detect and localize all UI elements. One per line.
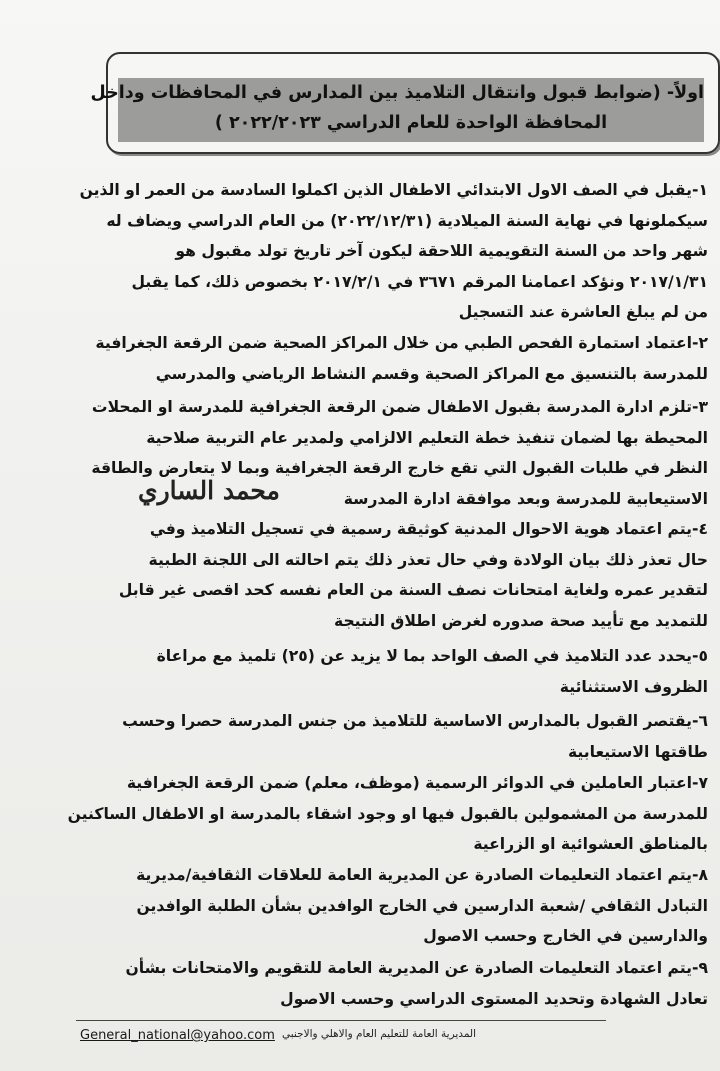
clause-7-line: للمدرسة من المشمولين بالقبول فيها او وجود اشقاء بالمدرسة او الاطفال الساكنين — [67, 804, 708, 823]
clause-4-line: للتمديد مع تأييد صحة صدوره لغرض اطلاق النتيجة — [333, 611, 708, 630]
title-line-2: المحافظة الواحدة للعام الدراسي ٢٠٢٢/٢٠٢٣ ) — [214, 113, 608, 133]
clause-6-line: ٦-يقتصر القبول بالمدارس الاساسية للتلاميذ من جنس المدرسة حصرا وحسب — [122, 712, 708, 730]
clause-4-line: حال تعذر ذلك بيان الولادة وفي حال تعذر ذلك يتم احالته الى اللجنة الطبية — [148, 550, 708, 569]
clause-3-line: ٣-تلزم ادارة المدرسة بقبول الاطفال ضمن الرقعة الجغرافية للمدرسة او المحلات — [91, 398, 708, 416]
clause-1-line: سيكملونها في نهاية السنة الميلادية (٢٠٢٢/١٢/٣١) من العام الدراسي ويضاف له — [106, 211, 708, 230]
footer-divider — [76, 1020, 606, 1021]
clause-7-line: بالمناطق العشوائية او الزراعية — [473, 835, 708, 853]
clause-1-line: ١-يقبل في الصف الاول الابتدائي الاطفال الذين اكملوا السادسة من العمر او الذين — [79, 181, 708, 199]
handwritten-name: محمد الساري — [138, 476, 280, 505]
clause-3-line: الاستيعابية للمدرسة وبعد موافقة ادارة المدرسة — [343, 489, 708, 508]
clause-9-line: تعادل الشهادة وتحديد المستوى الدراسي وحسب الاصول — [280, 989, 708, 1008]
clause-3 — [18, 392, 708, 514]
clause-2-line: للمدرسة بالتنسيق مع المراكز الصحية وقسم النشاط الرياضي والمدرسي — [155, 364, 708, 383]
clause-6 — [18, 706, 708, 767]
clause-1 — [18, 175, 708, 328]
clause-3-line: النظر في طلبات القبول التي تقع خارج الرقعة الجغرافية وبما لا يتعارض والطاقة — [91, 459, 708, 477]
clause-4-line: لتقدير عمره ولغاية امتحانات نصف السنة من العام نفسه كحد اقصى غير قابل — [118, 581, 708, 599]
clause-1-line: ٢٠١٧/١/٣١ ونؤكد اعمامنا المرقم ٣٦٧١ في ٢٠١٧/٢/١ بخصوص ذلك، كما يقبل — [131, 272, 708, 291]
clause-4 — [18, 514, 708, 636]
clause-6-line: طاقتها الاستيعابية — [567, 742, 708, 761]
clause-9 — [18, 953, 708, 1014]
clause-5-line: ٥-يحدد عدد التلاميذ في الصف الواحد بما لا يزيد عن (٢٥) تلميذ مع مراعاة — [156, 647, 708, 665]
title-frame — [90, 52, 720, 154]
title-banner — [90, 78, 704, 142]
clause-9-line: ٩-يتم اعتماد التعليمات الصادرة عن المديرية العامة للتقويم والامتحانات بشأن — [125, 959, 708, 977]
clause-7-line: ٧-اعتبار العاملين في الدوائر الرسمية (موظف، معلم) ضمن الرقعة الجغرافية — [126, 774, 708, 792]
clause-1-line: شهر واحد من السنة التقويمية اللاحقة ليكون آخر تاريخ تولد مقبول هو — [175, 242, 708, 260]
footer-organization: المديرية العامة للتعليم العام والاهلي والاجنبي — [282, 1028, 477, 1040]
clause-4-line: ٤-يتم اعتماد هوية الاحوال المدنية كوثيقة رسمية في تسجيل التلاميذ وفي — [149, 520, 708, 538]
clause-1-line: من لم يبلغ العاشرة عند التسجيل — [458, 303, 708, 321]
clause-2-line: ٢-اعتماد استمارة الفحص الطبي من خلال المراكز الصحية ضمن الرقعة الجغرافية — [95, 334, 708, 352]
footer-email-link[interactable]: General_national@yahoo.com — [80, 1028, 275, 1043]
clause-5-line: الظروف الاستثنائية — [559, 677, 708, 696]
clause-7 — [18, 768, 708, 860]
clause-8-line: التبادل الثقافي /شعبة الدارسين في الخارج الوافدين بشأن الطلبة الوافدين — [136, 896, 708, 915]
clause-2 — [18, 328, 708, 389]
clause-8-line: ٨-يتم اعتماد التعليمات الصادرة عن المديرية العامة للعلاقات الثقافية/مديرية — [136, 866, 708, 884]
clause-5 — [18, 641, 708, 702]
clause-3-line: المحيطة بها لضمان تنفيذ خطة التعليم الالزامي ولمدير عام التربية صلاحية — [146, 428, 708, 447]
clause-8 — [18, 860, 708, 952]
clause-8-line: والدارسين في الخارج وحسب الاصول — [423, 927, 708, 945]
title-line-1: اولاً- (ضوابط قبول وانتقال التلاميذ بين المدارس في المحافظات وداخل — [90, 83, 704, 103]
